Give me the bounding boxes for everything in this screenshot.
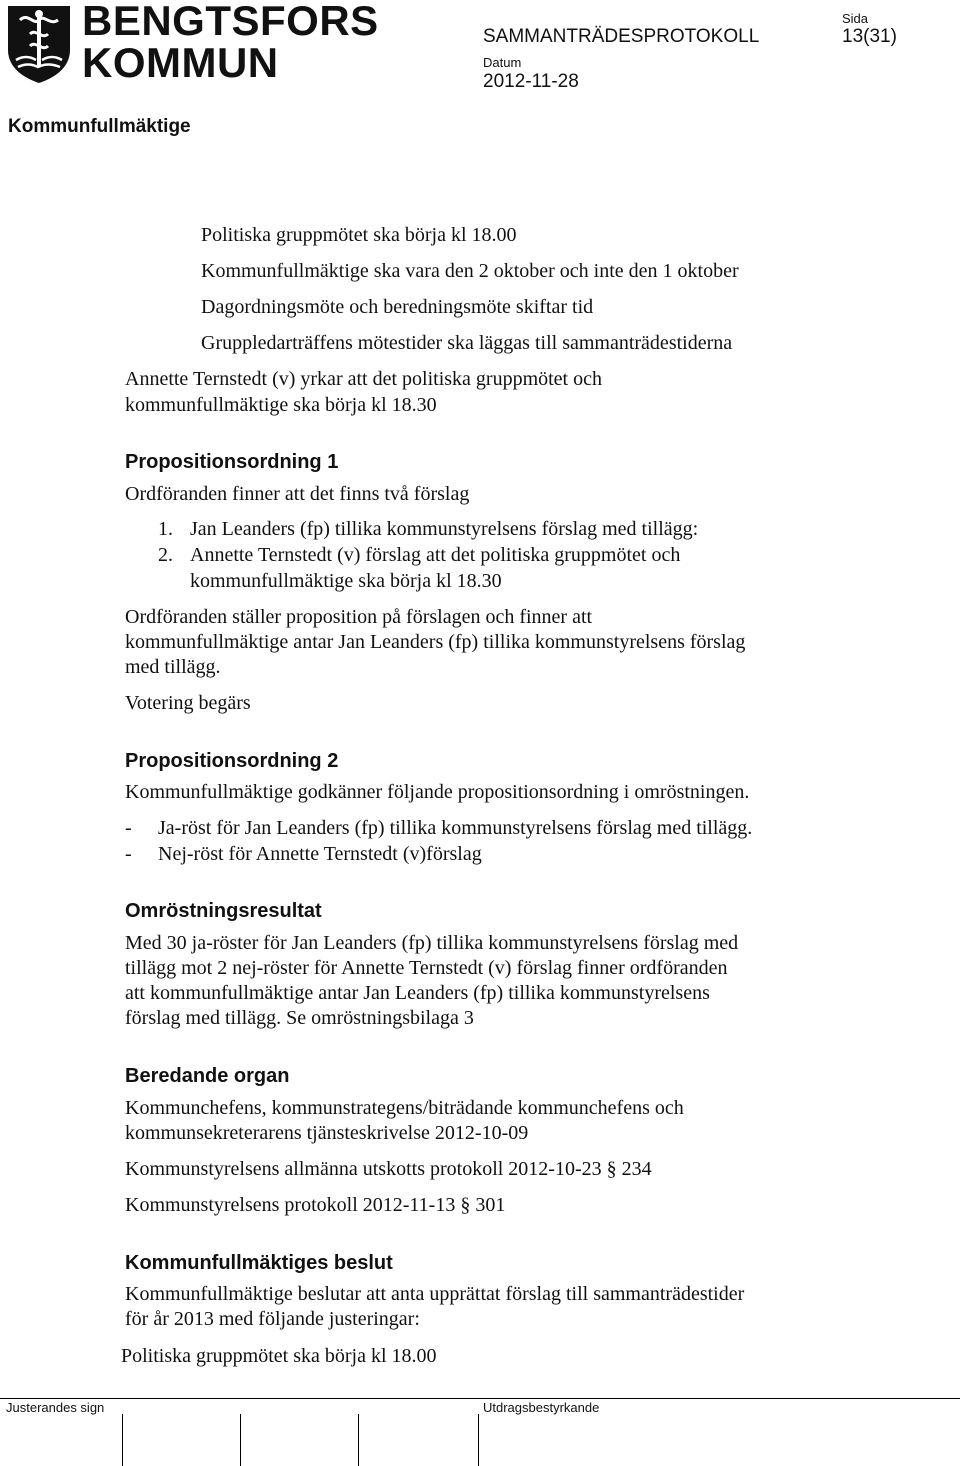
intro-item: Politiska gruppmötet ska börja kl 18.00	[201, 224, 517, 246]
footer-signature-label: Justerandes sign	[6, 1400, 105, 1415]
section-heading-beslut: Kommunfullmäktiges beslut	[125, 1252, 393, 1274]
municipal-coat-of-arms-icon	[6, 4, 72, 84]
footer-divider	[0, 1398, 960, 1399]
votering-text: Votering begärs	[125, 692, 251, 714]
prop1-item: Jan Leanders (fp) tillika kommunstyrelsens förslag med tillägg:	[190, 518, 699, 540]
prop1-paragraph: Ordföranden ställer proposition på förslagen och finner att	[125, 606, 593, 628]
document-type: SAMMANTRÄDESPROTOKOLL	[483, 26, 760, 47]
signature-box-divider	[478, 1414, 479, 1466]
result-text: Med 30 ja-röster för Jan Leanders (fp) tillika kommunstyrelsens förslag med	[125, 932, 739, 954]
page-label: Sida	[842, 11, 869, 26]
prop1-item: kommunfullmäktige ska börja kl 18.30	[190, 570, 502, 592]
beslut-text: Kommunfullmäktige beslutar att anta upprättat förslag till sammanträdestider	[125, 1283, 745, 1305]
intro-item: Kommunfullmäktige ska vara den 2 oktober och inte den 1 oktober	[201, 260, 739, 282]
organ-title: Kommunfullmäktige	[8, 116, 191, 137]
signature-box-divider	[122, 1414, 123, 1466]
page-number: 13(31)	[842, 26, 897, 47]
section-heading-prop1: Propositionsordning 1	[125, 451, 339, 473]
prop1-paragraph: med tillägg.	[125, 656, 221, 678]
beredande-reference: Kommunstyrelsens protokoll 2012-11-13 § 301	[125, 1194, 506, 1216]
signature-box-divider	[240, 1414, 241, 1466]
beredande-reference: Kommunstyrelsens allmänna utskotts protokoll 2012-10-23 § 234	[125, 1158, 652, 1180]
beredande-text: Kommunchefens, kommunstrategens/biträdande kommunchefens och	[125, 1097, 684, 1119]
prop2-item: Nej-röst för Annette Ternstedt (v)förslag	[158, 843, 482, 865]
beslut-text: för år 2013 med följande justeringar:	[125, 1308, 420, 1330]
result-text: att kommunfullmäktige antar Jan Leanders (fp) tillika kommunstyrelsens	[125, 982, 710, 1004]
list-number: 2.	[158, 544, 173, 566]
proposal-text: Annette Ternstedt (v) yrkar att det politiska gruppmötet och	[125, 368, 602, 390]
prop1-paragraph: kommunfullmäktige antar Jan Leanders (fp) tillika kommunstyrelsens förslag	[125, 631, 746, 653]
section-heading-result: Omröstningsresultat	[125, 900, 322, 922]
brand-name-line2: KOMMUN	[82, 39, 279, 86]
prop2-intro: Kommunfullmäktige godkänner följande propositionsordning i omröstningen.	[125, 781, 750, 803]
section-heading-prop2: Propositionsordning 2	[125, 750, 339, 772]
beslut-adjustment: Politiska gruppmötet ska börja kl 18.00	[121, 1345, 437, 1367]
footer-certification-label: Utdragsbestyrkande	[483, 1400, 600, 1415]
signature-box-divider	[358, 1414, 359, 1466]
beredande-text: kommunsekreterarens tjänsteskrivelse 2012-10-09	[125, 1122, 529, 1144]
brand-name-line1: BENGTSFORS	[82, 0, 379, 44]
result-text: förslag med tillägg. Se omröstningsbilaga 3	[125, 1007, 474, 1029]
section-heading-beredande: Beredande organ	[125, 1065, 290, 1087]
proposal-text: kommunfullmäktige ska börja kl 18.30	[125, 394, 437, 416]
prop2-item: Ja-röst för Jan Leanders (fp) tillika kommunstyrelsens förslag med tillägg.	[158, 817, 753, 839]
result-text: tillägg mot 2 nej-röster för Annette Ternstedt (v) förslag finner ordföranden	[125, 957, 728, 979]
prop1-item: Annette Ternstedt (v) förslag att det politiska gruppmötet och	[190, 544, 681, 566]
list-number: 1.	[158, 518, 173, 540]
date-value: 2012-11-28	[483, 71, 579, 92]
date-label: Datum	[483, 55, 522, 70]
prop1-intro: Ordföranden finner att det finns två förslag	[125, 483, 470, 505]
list-dash: -	[125, 817, 132, 839]
list-dash: -	[125, 843, 132, 865]
intro-item: Gruppledarträffens mötestider ska läggas till sammanträdestiderna	[201, 332, 733, 354]
intro-item: Dagordningsmöte och beredningsmöte skiftar tid	[201, 296, 594, 318]
